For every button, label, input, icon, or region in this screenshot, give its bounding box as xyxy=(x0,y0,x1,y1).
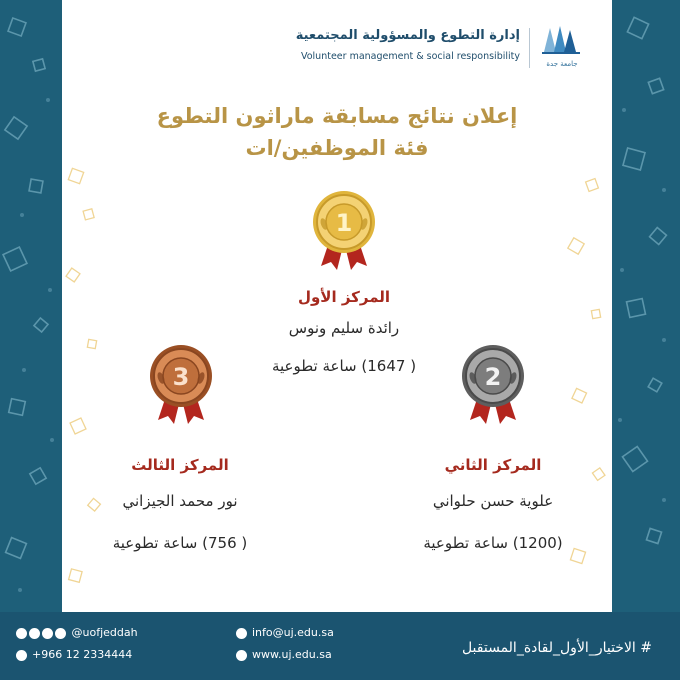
department-title-arabic: إدارة التطوع والمسؤولية المجتمعية xyxy=(295,28,520,43)
third-place-hours: ( 756) ساعة تطوعية xyxy=(112,534,248,552)
globe-icon xyxy=(236,650,247,661)
snapchat-icon[interactable] xyxy=(29,628,40,639)
bronze-medal-icon xyxy=(144,340,218,426)
social-links[interactable] xyxy=(16,626,138,639)
email-contact[interactable] xyxy=(236,626,334,639)
university-logo-icon xyxy=(540,22,584,56)
instagram-icon[interactable] xyxy=(16,628,27,639)
twitter-icon[interactable] xyxy=(55,628,66,639)
second-place-hours: (1200) ساعة تطوعية xyxy=(423,534,563,552)
phone-icon xyxy=(16,650,27,661)
youtube-icon[interactable] xyxy=(42,628,53,639)
hashtag: # الاختيار_الأول_لقادة_المستقبل xyxy=(461,640,652,656)
phone-contact[interactable] xyxy=(16,648,132,661)
university-logo xyxy=(540,22,584,68)
website-contact[interactable] xyxy=(236,648,332,661)
first-place-label: المركز الأول xyxy=(297,288,391,306)
third-place-name: نور محمد الجيزاني xyxy=(122,492,238,510)
department-title-english: Volunteer management & social responsibility xyxy=(300,51,520,62)
header-divider xyxy=(529,28,530,68)
announcement-card xyxy=(62,0,612,612)
social-handle[interactable]: @uofjeddah xyxy=(71,626,138,639)
gold-medal-rank: 1 xyxy=(335,209,353,237)
website-url[interactable]: www.uj.edu.sa xyxy=(252,648,332,661)
card-decoration xyxy=(62,0,612,612)
first-place-hours: ( 1647) ساعة تطوعية xyxy=(271,357,417,375)
silver-medal-icon xyxy=(456,340,530,426)
second-place-label: المركز الثاني xyxy=(444,456,542,474)
second-place-name: علوية حسن حلواني xyxy=(432,492,554,510)
first-place-name: رائدة سليم ونوس xyxy=(288,319,400,337)
announcement-subtitle: فئة الموظفين/ات xyxy=(245,136,429,160)
gold-medal-icon xyxy=(307,186,381,272)
phone-number[interactable]: +966 12 2334444 xyxy=(32,648,133,661)
email-address[interactable]: info@uj.edu.sa xyxy=(252,626,334,639)
silver-medal-rank: 2 xyxy=(484,363,502,391)
university-logo-text: جامعة جدة xyxy=(546,60,578,68)
header xyxy=(62,0,612,90)
email-icon xyxy=(236,628,247,639)
announcement-title: إعلان نتائج مسابقة ماراثون التطوع xyxy=(156,104,518,128)
third-place-label: المركز الثالث xyxy=(131,456,229,474)
bronze-medal-rank: 3 xyxy=(172,363,190,391)
